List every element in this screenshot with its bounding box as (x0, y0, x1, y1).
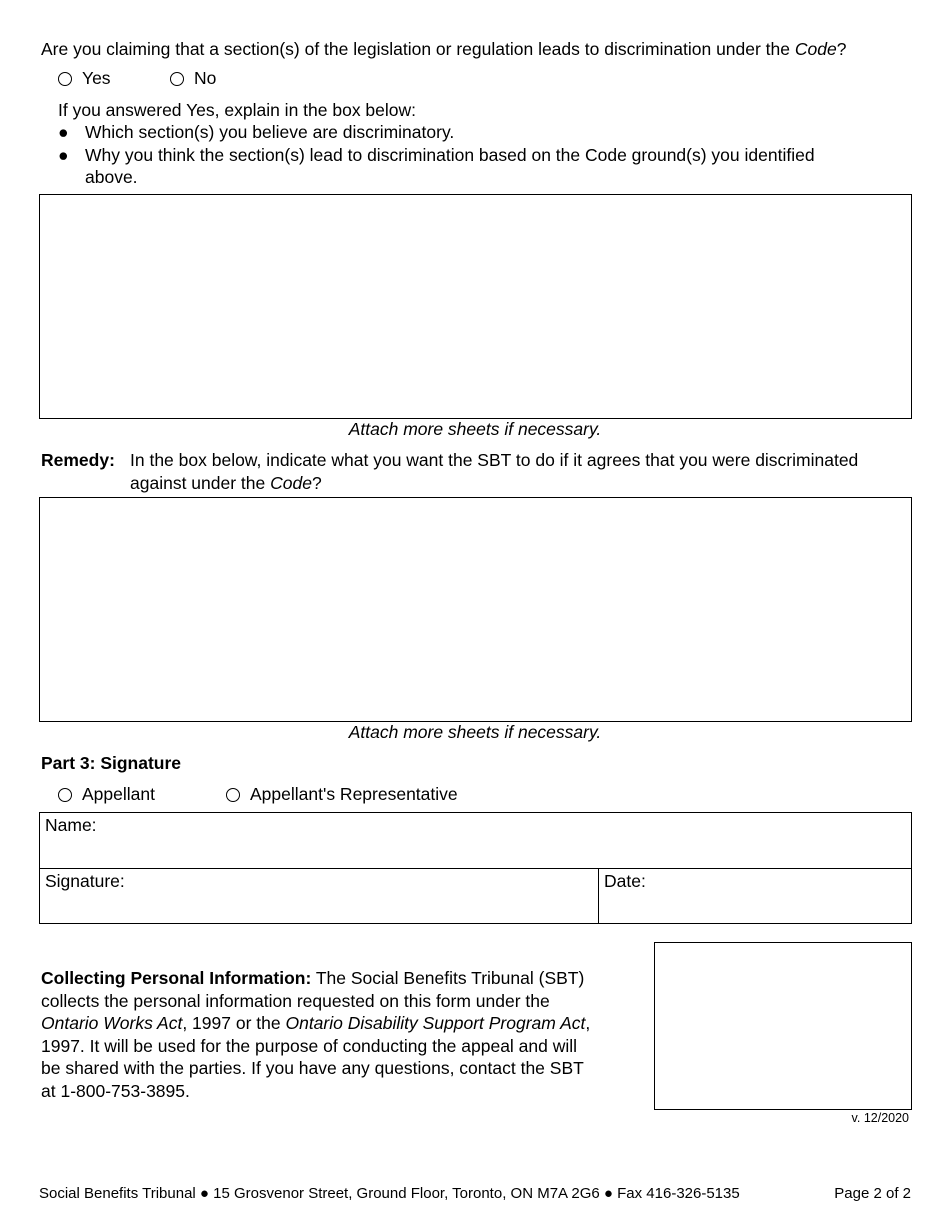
no-label: No (194, 68, 217, 88)
signature-heading: Part 3: Signature (41, 753, 182, 773)
appellant-radio[interactable] (58, 788, 72, 802)
page-number: Page 2 of 2 (834, 1185, 911, 1202)
yes-label: Yes (82, 68, 111, 88)
explanation-textarea[interactable] (39, 194, 912, 419)
signature-label: Signature: (45, 871, 125, 891)
no-radio[interactable] (170, 72, 184, 86)
office-use-box (654, 942, 912, 1110)
bullet-item: ● Why you think the section(s) lead to discrimination based on the Code ground(s) you identified (58, 145, 815, 165)
name-label: Name: (45, 815, 97, 835)
version-label: v. 12/2020 (851, 1111, 909, 1125)
date-label: Date: (604, 871, 646, 891)
representative-label: Appellant's Representative (250, 784, 458, 804)
instructions-intro: If you answered Yes, explain in the box below: (58, 100, 417, 120)
attach-note: Attach more sheets if necessary. (348, 419, 602, 439)
privacy-notice: Collecting Personal Information: The Social Benefits Tribunal (SBT) collects the personal information requested on this form under the Ontario Works Act, 1997 or the Ontario Disability Support Program Act, 1997. It will be used for the purpose of conducting the appeal and will be shared with the parties. If you have any questions, contact the SBT at 1-800-753-3895. (41, 968, 591, 1101)
bullet-item-continuation: above. (85, 167, 138, 187)
no-radio-option[interactable] (170, 68, 216, 89)
remedy-instruction: In the box below, indicate what you want the SBT to do if it agrees that you were discriminated (130, 450, 859, 470)
yes-radio[interactable] (58, 72, 72, 86)
yes-radio-option[interactable] (58, 68, 111, 89)
name-field[interactable] (39, 812, 912, 869)
bullet-item: ● Which section(s) you believe are discriminatory. (58, 122, 455, 142)
remedy-instruction-line2: against under the Code? (130, 473, 322, 493)
appellant-radio-option[interactable] (58, 784, 155, 805)
signature-field[interactable] (39, 868, 599, 924)
date-field[interactable] (598, 868, 912, 924)
appellant-label: Appellant (82, 784, 155, 804)
remedy-label: Remedy: (41, 450, 115, 470)
discrimination-question: Are you claiming that a section(s) of the legislation or regulation leads to discrimination under the Code? (41, 39, 847, 59)
attach-note: Attach more sheets if necessary. (348, 722, 602, 742)
representative-radio[interactable] (226, 788, 240, 802)
remedy-textarea[interactable] (39, 497, 912, 722)
representative-radio-option[interactable] (226, 784, 458, 805)
footer-address: Social Benefits Tribunal ● 15 Grosvenor Street, Ground Floor, Toronto, ON M7A 2G6 ● Fax 416-326-5135 (39, 1185, 740, 1202)
